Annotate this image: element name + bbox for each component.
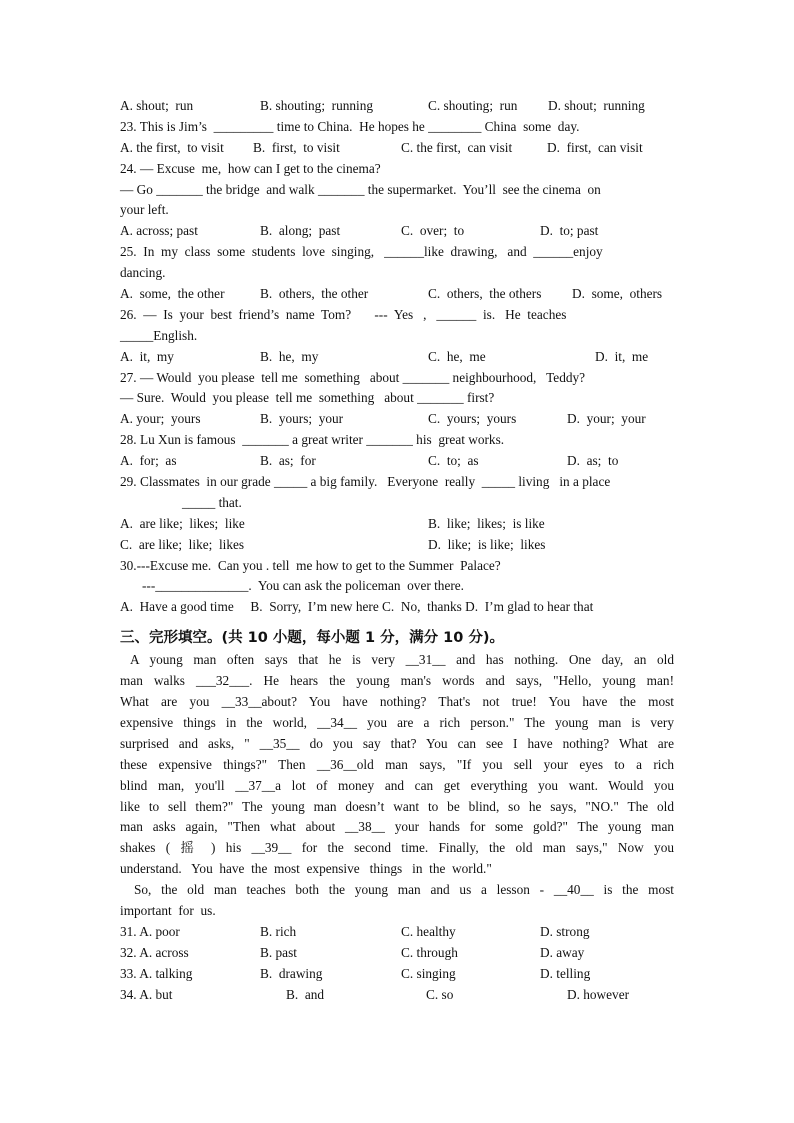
q31-option-d: D. strong [540,923,590,939]
passage-line-11: understand. You have the most expensive things in the world." [120,861,492,877]
q30-options: A. Have a good time B. Sorry, I’m new here C. No, thanks D. I’m glad to hear that [120,599,594,615]
q27-options [120,409,674,430]
q22-option-b: B. shouting; running [260,98,374,113]
q24-option-d: D. to; past [540,223,599,239]
q24-option-c: C. over; to [401,223,465,239]
q29-option-a: A. are like; likes; like [120,515,245,531]
passage-line-13: important for us. [120,902,216,918]
q27-option-c: C. yours; yours [428,411,517,427]
q29-stem-2: _____ that. [182,494,242,510]
q34-option-b: B. and [286,986,325,1002]
q29-option-c: C. are like; like; likes [120,536,245,552]
q33-option-a: 33. A. talking [120,965,193,981]
q24-options [120,221,674,242]
q22-option-a: A. shout; run [120,98,194,113]
q34-option-d: D. however [567,986,630,1002]
q29-options-row1 [120,514,674,535]
section-3-heading: 三、完形填空。(共 10 小题，每小题 1 分，满分 10 分)。 [120,630,504,647]
q34-options [120,985,674,1006]
q34-option-c: C. so [426,986,454,1002]
q31-option-b: B. rich [260,923,297,939]
q24-stem-2: — Go _______ the bridge and walk _______ the supermarket. You’ll see the cinema on [120,181,601,197]
q34-option-a: 34. A. but [120,986,173,1002]
q27-option-d: D. your; your [567,411,646,427]
q33-options [120,964,674,985]
q26-options [120,347,674,368]
q27-stem-2: — Sure. Would you please tell me something about _______ first? [120,390,495,406]
q26-option-b: B. he, my [260,348,319,364]
q28-option-d: D. as; to [567,453,619,469]
q30-stem-2: ---______________. You can ask the policeman over there. [142,578,465,594]
q23-options [120,138,674,159]
q26-stem: 26. — Is your best friend’s name Tom? --- Yes , ______ is. He teaches [120,306,567,322]
passage-line-3: What are you __33__about? You have nothing? That's not true! You have the most [120,694,674,710]
passage-line-2: man walks ___32___. He hears the young man's words and says, "Hello, young man! [120,673,674,689]
q26-option-a: A. it, my [120,348,174,364]
q28-options [120,451,674,472]
q27-option-a: A. your; yours [120,411,201,427]
passage-line-9: man asks again, "Then what about __38__ your hands for some gold?" The young man [120,819,674,835]
q25-stem-2: dancing. [120,265,166,281]
q28-stem: 28. Lu Xun is famous _______ a great writer _______ his great works. [120,432,505,448]
q23-option-d: D. first, can visit [547,139,643,155]
q23-option-c: C. the first, can visit [401,139,513,155]
q31-option-a: 31. A. poor [120,923,180,939]
q31-options [120,922,674,943]
q25-option-b: B. others, the other [260,286,369,302]
q23-option-b: B. first, to visit [253,139,340,155]
q33-option-c: C. singing [401,965,456,981]
q22-options [120,96,674,117]
q29-option-d: D. like; is like; likes [428,536,546,552]
q33-option-d: D. telling [540,965,591,981]
q24-stem-3: your left. [120,202,169,218]
passage-line-1: A young man often says that he is very __31__ and has nothing. One day, an old [130,652,674,668]
passage-line-5: surprised and asks, " __35__ do you say that? You can see I have nothing? What are [120,735,674,751]
q29-options-row2 [120,535,674,556]
passage-line-10: shakes ( 摇 ) his __39__ for the second time. Finally, the old man says," Now you [120,840,674,856]
q23-option-a: A. the first, to visit [120,139,224,155]
q28-option-a: A. for; as [120,453,177,469]
q23-stem: 23. This is Jim’s _________ time to China. He hopes he ________ China some day. [120,118,580,134]
q25-option-d: D. some, others [572,286,663,302]
q32-options [120,943,674,964]
q24-stem: 24. — Excuse me, how can I get to the cinema? [120,160,381,176]
q31-option-c: C. healthy [401,923,456,939]
q24-option-a: A. across; past [120,223,198,239]
q32-option-d: D. away [540,944,585,960]
exam-page [120,96,674,1005]
q32-option-c: C. through [401,944,458,960]
q33-option-b: B. drawing [260,965,323,981]
passage-line-12: So, the old man teaches both the young man and us a lesson - __40__ is the most [134,882,674,898]
passage-line-6: these expensive things?" Then __36__old man says, "If you sell your eyes to a rich [120,756,674,772]
q25-stem: 25. In my class some students love singing, ______like drawing, and ______enjoy [120,244,603,260]
q22-option-c: C. shouting; run [428,98,518,113]
q25-option-c: C. others, the others [428,286,542,302]
q22-option-d: D. shout; running [548,98,645,113]
q29-option-b: B. like; likes; is like [428,515,545,531]
q27-stem: 27. — Would you please tell me something about _______ neighbourhood, Teddy? [120,369,586,385]
q26-option-c: C. he, me [428,348,486,364]
q28-option-b: B. as; for [260,453,316,469]
q27-option-b: B. yours; your [260,411,344,427]
q32-option-b: B. past [260,944,297,960]
q25-options [120,284,674,305]
q32-option-a: 32. A. across [120,944,189,960]
passage-line-7: blind man, you'll __37__a lot of money and can get everything you want. Would you [120,777,674,793]
q26-stem-2: _____English. [120,327,198,343]
passage-line-4: expensive things in the world, __34__ you are a rich person." The young man is very [120,714,674,730]
q26-option-d: D. it, me [595,348,649,364]
q28-option-c: C. to; as [428,453,479,469]
q30-stem: 30.---Excuse me. Can you . tell me how to get to the Summer Palace? [120,557,501,573]
passage-line-8: like to sell them?" The young man doesn’t want to be blind, so he says, "NO." The old [120,798,674,814]
q24-option-b: B. along; past [260,223,341,239]
q25-option-a: A. some, the other [120,286,225,302]
q29-stem: 29. Classmates in our grade _____ a big family. Everyone really _____ living in a place [120,474,611,490]
